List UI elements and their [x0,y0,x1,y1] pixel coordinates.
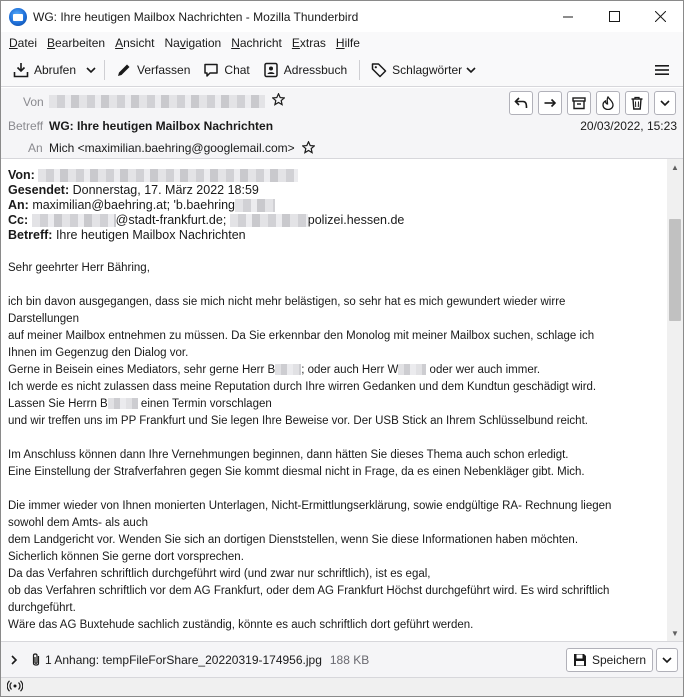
redacted-text [398,364,426,375]
menu-datei[interactable]: Datei [9,35,38,50]
status-bar [1,677,683,696]
body-line: Eine Einstellung der Strafverfahren gegen Sie kommt diesmal nicht in Frage, da es einen Nebenkläger gibt. Mich. [8,466,585,478]
redacted-text [230,214,308,227]
menu-ansicht[interactable]: Ansicht [115,35,155,50]
minimize-button[interactable] [545,1,591,32]
attachment-size: 188 KB [329,652,370,667]
body-line: Lassen Sie Herrn B einen Termin vorschlagen [8,398,272,410]
body-line: Die immer wieder von Ihnen monierten Unterlagen, Nicht-Ermittlungserklärung, sowie endgültige RA- Rechnung liegen [8,500,612,512]
pencil-icon [115,61,133,79]
body-line: ich bin davon ausgegangen, dass sie mich nicht mehr belästigen, so sehr hat es mich gewundert wieder wirre [8,296,566,308]
attachment-toggle[interactable] [5,655,23,665]
close-window-button[interactable] [637,1,683,32]
get-messages-dropdown[interactable] [83,65,99,75]
close-icon [655,11,666,22]
reply-icon [514,96,528,110]
body-line: Da das Verfahren schriftlich durchgeführt wird (und zwar nur schriftlich), ist es egal, [8,568,431,580]
attachment-summary[interactable]: 1 Anhang: tempFileForShare_20220319-174956.jpg [45,652,322,667]
floppy-disk-icon [573,653,587,667]
redacted-text [108,398,138,409]
reply-button[interactable] [509,91,533,115]
fwd-subject-line: Betreff: Ihre heutigen Mailbox Nachrichten [8,228,246,242]
address-book-icon [262,61,280,79]
scroll-thumb[interactable] [669,219,681,321]
menu-hilfe[interactable]: Hilfe [335,35,360,50]
fwd-to-line: An: maximilian@baehring.at; 'b.baehring [8,198,660,213]
main-toolbar [1,53,683,87]
star-icon[interactable] [272,93,285,109]
chat-bubble-icon [202,61,220,79]
redacted-text [275,364,301,375]
fwd-sent-line: Gesendet: Donnerstag, 17. März 2022 18:59 [8,183,259,197]
body-line: Im Anschluss können dann Ihre Vernehmungen beginnen, dann hätten Sie dieses Thema auch schon erledigt. [8,449,569,461]
thunderbird-logo-icon [9,8,27,26]
toolbar-separator [359,60,360,80]
menu-navigation[interactable]: Navigation [164,35,222,50]
app-menu-button[interactable] [653,61,671,79]
body-line: Sicherlich können Sie gerne dort vorsprechen. [8,551,244,563]
body-line: Wäre das AG Buxtehude sachlich zuständig, könnte es auch schriftlich dort geführt werden. [8,619,474,631]
body-line: auf meiner Mailbox entnehmen zu müssen. Da Sie erkennbar den Monolog mit meiner Mailbox suchen, schlage ich [8,330,595,342]
redacted-text [32,214,116,227]
more-actions-button[interactable] [654,91,676,115]
redacted-sender [49,95,265,108]
chevron-right-icon [10,655,18,665]
chevron-down-icon [466,65,476,75]
menu-extras[interactable]: Extras [291,35,326,50]
star-icon[interactable] [302,141,315,157]
body-line: Ihnen im Gegenzug den Dialog vor. [8,347,189,359]
toolbar-separator [104,60,105,80]
maximize-icon [609,11,620,22]
save-attachment-button[interactable]: Speichern [566,648,653,672]
delete-button[interactable] [625,91,649,115]
body-line: sowohl dem Amts- als auch [8,517,148,529]
tag-icon [370,61,388,79]
message-body[interactable] [1,159,667,641]
body-line: und wir treffen uns im PP Frankfurt und Sie legen Ihre Beweise vor. Der USB Stick an Ihrem Schlüsselbund reicht. [8,415,588,427]
maximize-button[interactable] [591,1,637,32]
subject-value: WG: Ihre heutigen Mailbox Nachrichten [49,119,274,133]
flame-icon [601,96,615,110]
junk-button[interactable] [596,91,620,115]
window-controls [545,1,683,32]
fwd-cc-line: Cc: @stadt-frankfurt.de; polizei.hessen.de [8,213,405,227]
archive-button[interactable] [567,91,591,115]
redacted-text [235,199,275,212]
forward-button[interactable] [538,91,562,115]
chevron-down-icon [86,65,96,75]
message-action-buttons [504,91,676,115]
chat-button[interactable]: Chat [197,57,254,83]
greeting: Sehr geehrter Herr Bähring, [8,262,150,274]
body-line: durchgeführt. [8,602,76,614]
minimize-icon [563,11,574,22]
date-value: 20/03/2022, 15:23 [580,119,677,133]
menu-bearbeiten[interactable]: Bearbeiten [47,35,106,50]
tags-button[interactable]: Schlagwörter [365,57,481,83]
get-messages-button[interactable]: Abrufen [7,57,81,83]
from-value[interactable] [49,93,285,109]
online-status-icon[interactable] [7,680,23,695]
body-line: Gerne in Beisein eines Mediators, sehr gerne Herr B ; oder auch Herr W oder wer auch immer. [8,364,541,376]
body-line: Darstellungen [8,313,79,325]
write-button[interactable]: Verfassen [110,57,195,83]
address-book-button[interactable]: Adressbuch [257,57,352,83]
hamburger-menu-icon [655,64,669,76]
body-line: dem Landgericht vor. Wenden Sie sich an dortigen Dienststellen, wenn Sie diese Informationen haben möchten. [8,534,579,546]
to-label: An [28,141,43,155]
body-scrollbar[interactable] [667,159,683,641]
archive-icon [572,96,586,110]
subject-label: Betreff [8,119,44,133]
body-line: ob das Verfahren schriftlich vor dem AG Frankfurt, oder dem AG Frankfurt Höchst durchgeführt wird. Es wird schriftlich [8,585,610,597]
forward-icon [543,96,557,110]
from-label: Von [23,95,44,109]
chevron-down-icon [660,98,670,108]
message-header [1,88,683,159]
redacted-text [38,169,298,182]
menu-bar [1,32,683,53]
chevron-down-icon [662,655,672,665]
download-tray-icon [12,61,30,79]
fwd-from-line: Von: [8,168,660,183]
body-line: Ich werde es nicht zulassen dass meine Reputation durch Ihre wirren Gedanken und dem Kundtun geschädigt wird. [8,381,597,393]
title-bar [1,1,683,32]
to-value[interactable]: Mich <maximilian.baehring@googlemail.com> [49,141,315,157]
attachment-bar [1,641,683,677]
save-options-dropdown[interactable] [656,648,678,672]
menu-nachricht[interactable]: Nachricht [231,35,282,50]
window-title: WG: Ihre heutigen Mailbox Nachrichten - Mozilla Thunderbird [33,9,359,24]
trash-icon [630,96,644,110]
paperclip-icon [31,652,41,668]
scroll-down-button[interactable]: ▼ [671,628,679,638]
scroll-up-button[interactable]: ▲ [671,162,679,172]
